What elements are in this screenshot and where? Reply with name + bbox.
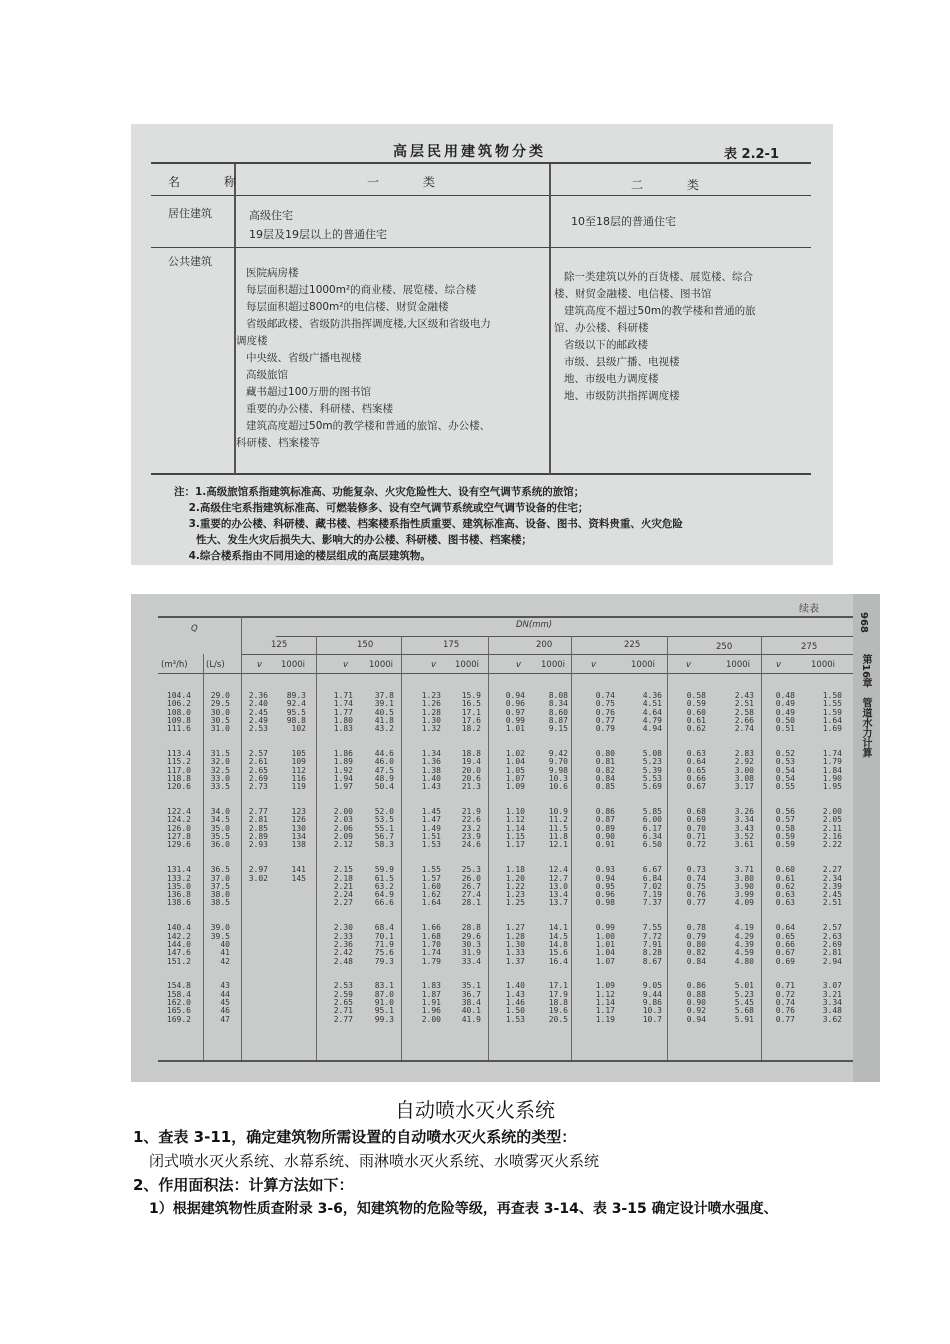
dn-150: 150 [357, 640, 374, 650]
col-i-250: 2.43 2.51 2.58 2.66 2.74 2.83 2.92 3.00 3.08 3.17 3.26 3.34 3.43 3.52 3.61 3.71 3.80 3.90 3.99 4.09 4.19 4.29 4.39 4.59 4.80 5.01 5.23 5.45 5.68 5.91 [734, 691, 754, 1024]
i-label: 1000i [369, 660, 393, 670]
t2-vline [761, 636, 762, 1060]
hydraulic-table-photo [131, 594, 880, 1082]
rule-row [151, 247, 235, 248]
t2-vline [667, 636, 668, 1060]
rule-top [151, 162, 811, 164]
table1-number: 表 2.2-1 [724, 147, 779, 162]
row2-class1: 医院病房楼 每层面积超过1000m²的商业楼、展览楼、综合楼 每层面积超过800m²的电信楼、财贸金融楼 省级邮政楼、省级防洪指挥调度楼,大区级和省级电力 调度楼 中央级、省级广播电视楼 高级旅馆 藏书超过100万册的图书馆 重要的办公楼、科研楼、档案楼 建筑高度超过50m的教学楼和普通的旅馆、办公楼、 科研楼、档案楼等 [236, 267, 491, 449]
v-label: v [257, 660, 263, 670]
unit-m3h: (m³/h) [161, 660, 188, 670]
i-label: 1000i [811, 660, 835, 670]
q-label: Q [191, 624, 198, 634]
page-number: 968 [858, 612, 869, 633]
col-q-ls: 29.0 29.5 30.0 30.5 31.0 31.5 32.0 32.5 33.0 33.5 34.0 34.5 35.0 35.5 36.0 36.5 37.0 37.5 38.0 38.5 39.0 39.5 40 41 42 43 44 45 46 47 [210, 691, 230, 1024]
i-label: 1000i [631, 660, 655, 670]
t2-vline [571, 636, 572, 1060]
table1-title: 高层民用建筑物分类 [393, 144, 546, 160]
paragraph-1: 1、查表 3-11，确定建筑物所需设置的自动喷水灭火系统的类型： [133, 1128, 577, 1146]
paragraph-3: 2、作用面积法：计算方法如下： [133, 1176, 354, 1194]
v-label: v [343, 660, 349, 670]
paragraph-4: 1）根据建筑物性质查附录 3-6，知建筑物的危险等级，再查表 3-14、表 3-15 确定设计喷水强度、 [149, 1201, 778, 1217]
rule-bottom [151, 473, 811, 475]
t2-vline [241, 616, 242, 1060]
dn-label: DN(mm) [516, 620, 553, 630]
section-title: 自动喷水灭火系统 [395, 1098, 555, 1122]
v-label: v [516, 660, 522, 670]
t2-rule-top [158, 616, 853, 618]
row2-class2: 除一类建筑以外的百货楼、展览楼、综合 楼、财贸金融楼、电信楼、图书馆 建筑高度不超过50m的教学楼和普通的旅 馆、办公楼、科研楼 省级以下的邮政楼 市级、县级广播、电视楼 地、市级电力调度楼 地、市级防洪指挥调度楼 [554, 271, 756, 402]
i-label: 1000i [455, 660, 479, 670]
continued-label: 续表 [799, 604, 819, 615]
paragraph-2: 闭式喷水灭火系统、水幕系统、雨淋喷水灭火系统、水喷雾灭火系统 [149, 1152, 600, 1170]
col-v-275: 0.48 0.49 0.49 0.50 0.51 0.52 0.53 0.54 0.54 0.55 0.56 0.57 0.58 0.59 0.59 0.60 0.61 0.62 0.63 0.63 0.64 0.65 0.66 0.67 0.69 0.71 0.72 0.74 0.76 0.77 [775, 691, 795, 1024]
t2-vline [488, 636, 489, 1060]
col-i-125: 89.3 92.4 95.5 98.8 102 105 109 112 116 119 123 126 130 134 138 141 145 [286, 691, 306, 883]
t2-rule-units [158, 673, 853, 674]
header-class1: 一 类 [367, 175, 455, 189]
rule-header [151, 195, 811, 196]
dn-175: 175 [443, 640, 460, 650]
header-class2: 二 类 [631, 178, 719, 192]
dn-250: 250 [716, 642, 733, 652]
header-name: 名 称 [168, 175, 256, 189]
col-v-225: 0.74 0.75 0.76 0.77 0.79 0.80 0.81 0.82 0.84 0.85 0.86 0.87 0.89 0.90 0.91 0.93 0.94 0.95 0.96 0.98 0.99 1.00 1.01 1.04 1.07 1.09 1.12 1.14 1.17 1.19 [595, 691, 615, 1024]
rule-col2 [549, 164, 551, 474]
col-i-150: 37.8 39.1 40.5 41.8 43.2 44.6 46.0 47.5 48.9 50.4 52.0 53.5 55.1 56.7 58.3 59.9 61.5 63.2 64.9 66.6 68.4 70.1 71.9 75.6 79.3 83.1 87.0 91.0 95.1 99.3 [374, 691, 394, 1024]
rule-row2 [236, 247, 811, 248]
col-v-125: 2.36 2.40 2.45 2.49 2.53 2.57 2.61 2.65 2.69 2.73 2.77 2.81 2.85 2.89 2.93 2.97 3.02 [248, 691, 268, 883]
col-v-175: 1.23 1.26 1.28 1.30 1.32 1.34 1.36 1.38 1.40 1.43 1.45 1.47 1.49 1.51 1.53 1.55 1.57 1.60 1.62 1.64 1.66 1.68 1.70 1.74 1.79 1.83 1.87 1.91 1.96 2.00 [421, 691, 441, 1024]
i-label: 1000i [726, 660, 750, 670]
col-i-225: 4.36 4.51 4.64 4.79 4.94 5.08 5.23 5.39 5.53 5.69 5.85 6.00 6.17 6.34 6.50 6.67 6.84 7.02 7.19 7.37 7.55 7.72 7.91 8.28 8.67 9.05 9.44 9.86 10.3 10.7 [642, 691, 662, 1024]
dn-275: 275 [801, 642, 818, 652]
row2-name: 公共建筑 [168, 255, 212, 268]
col-i-200: 8.08 8.34 8.60 8.87 9.15 9.42 9.70 9.98 10.3 10.6 10.9 11.2 11.5 11.8 12.1 12.4 12.7 13.0 13.4 13.7 14.1 14.5 14.8 15.6 16.4 17.1 17.9 18.8 19.6 20.5 [548, 691, 568, 1024]
col-v-150: 1.71 1.74 1.77 1.80 1.83 1.86 1.89 1.92 1.94 1.97 2.00 2.03 2.06 2.09 2.12 2.15 2.18 2.21 2.24 2.27 2.30 2.33 2.36 2.42 2.48 2.53 2.59 2.65 2.71 2.77 [333, 691, 353, 1024]
row1-name: 居住建筑 [168, 207, 212, 220]
v-label: v [591, 660, 597, 670]
v-label: v [686, 660, 692, 670]
row1-class2: 10至18层的普通住宅 [571, 215, 676, 228]
dn-200: 200 [536, 640, 553, 650]
unit-ls: (L/s) [206, 660, 225, 670]
t2-vline [316, 636, 317, 1060]
row1-class1: 高级住宅 19层及19层以上的普通住宅 [249, 209, 387, 241]
v-label: v [776, 660, 782, 670]
table1-notes: 注：1.高级旅馆系指建筑标准高、功能复杂、火灾危险性大、设有空气调节系统的旅馆； 2.高级住宅系指建筑标准高、可燃装修多、设有空气调节系统或空气调节设备的住宅； 3.重要的办公楼、科研楼、藏书楼、档案楼系指性质重要、建筑标准高、设备、图书、资料贵重、火灾危险 性大、发生火灾后损失大、影响大的办公楼、科研楼、图书楼、档案楼； 4.综合楼系指由不同用途的楼层组成的高层建筑物。 [174, 486, 683, 562]
col-i-275: 1.50 1.55 1.59 1.64 1.69 1.74 1.79 1.84 1.90 1.95 2.00 2.05 2.11 2.16 2.22 2.27 2.34 2.39 2.45 2.51 2.57 2.63 2.69 2.81 2.94 3.07 3.21 3.34 3.48 3.62 [822, 691, 842, 1024]
col-v-250: 0.58 0.59 0.60 0.61 0.62 0.63 0.64 0.65 0.66 0.67 0.68 0.69 0.70 0.71 0.72 0.73 0.74 0.75 0.76 0.77 0.78 0.79 0.80 0.82 0.84 0.86 0.88 0.90 0.92 0.94 [686, 691, 706, 1024]
i-label: 1000i [281, 660, 305, 670]
chapter-title: 第16章 管道水力计算 [860, 654, 871, 758]
t2-rule-dn [276, 636, 853, 637]
dn-225: 225 [624, 640, 641, 650]
t2-vline [203, 654, 204, 1060]
i-label: 1000i [541, 660, 565, 670]
t2-vline [401, 636, 402, 1060]
classification-table-photo [131, 124, 833, 565]
col-v-200: 0.94 0.96 0.97 0.99 1.01 1.02 1.04 1.05 1.07 1.09 1.10 1.12 1.14 1.15 1.17 1.18 1.20 1.22 1.23 1.25 1.27 1.28 1.30 1.33 1.37 1.40 1.43 1.46 1.50 1.53 [505, 691, 525, 1024]
t2-rule-bottom [158, 1060, 853, 1062]
dn-125: 125 [271, 640, 288, 650]
col-q-m3h: 104.4 106.2 108.0 109.8 111.6 113.4 115.2 117.0 118.8 120.6 122.4 124.2 126.0 127.8 129.6 131.4 133.2 135.0 136.8 138.6 140.4 142.2 144.0 147.6 151.2 154.8 158.4 162.0 165.6 169.2 [166, 691, 191, 1024]
v-label: v [431, 660, 437, 670]
col-i-175: 15.9 16.5 17.1 17.6 18.2 18.8 19.4 20.0 20.6 21.3 21.9 22.6 23.2 23.9 24.6 25.3 26.0 26.7 27.4 28.1 28.8 29.6 30.3 31.9 33.4 35.1 36.7 38.4 40.1 41.9 [461, 691, 481, 1024]
